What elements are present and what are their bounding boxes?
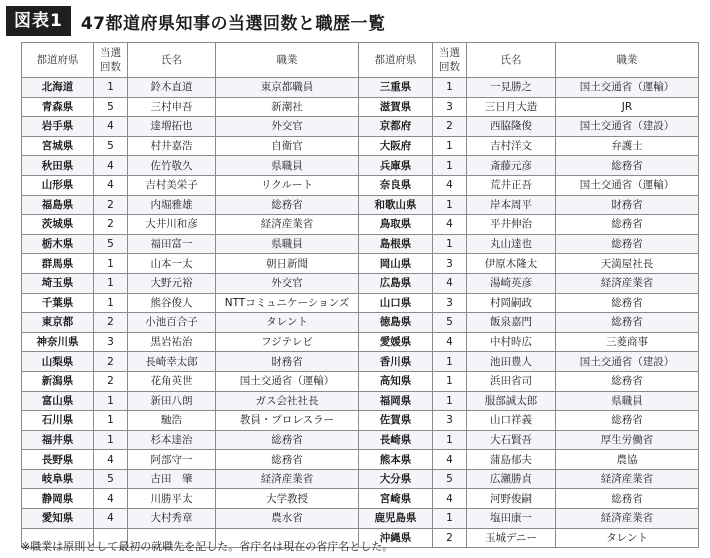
right-name-cell: 湯崎英彦 [467,273,556,293]
right-job-cell: 厚生労働省 [556,430,699,450]
right-count-cell: 4 [433,175,467,195]
right-job-cell: 国土交通省（建設） [556,117,699,137]
table-row [22,175,699,195]
left-count-cell: 4 [94,489,128,509]
right-pref-cell: 高知県 [359,371,433,391]
right-job-cell: 総務省 [556,215,699,235]
right-pref-cell: 宮崎県 [359,489,433,509]
left-job-cell: 教員・プロレスラー [216,411,359,431]
right-job-cell: 経済産業省 [556,509,699,529]
left-count-cell: 1 [94,293,128,313]
table-row [22,273,699,293]
left-name-cell: 新田八朗 [128,391,216,411]
left-job-cell: 総務省 [216,195,359,215]
left-job-cell: ガス会社社長 [216,391,359,411]
right-name-cell: 一見勝之 [467,78,556,98]
right-pref-cell: 兵庫県 [359,156,433,176]
right-job-cell: 総務省 [556,371,699,391]
left-count-cell: 2 [94,371,128,391]
left-job-cell: 総務省 [216,450,359,470]
table-row [22,195,699,215]
left-job-cell: 経済産業省 [216,469,359,489]
right-pref-cell: 大分県 [359,469,433,489]
left-count-cell: 2 [94,352,128,372]
left-pref-cell: 石川県 [22,411,94,431]
left-job-cell: 自衛官 [216,136,359,156]
left-pref-cell: 神奈川県 [22,332,94,352]
header-name-right: 氏名 [467,43,556,78]
left-count-cell: 1 [94,391,128,411]
right-job-cell: 総務省 [556,489,699,509]
right-pref-cell: 香川県 [359,352,433,372]
right-count-cell: 1 [433,78,467,98]
left-name-cell: 黒岩祐治 [128,332,216,352]
right-pref-cell: 大阪府 [359,136,433,156]
right-job-cell: 財務省 [556,195,699,215]
right-count-cell: 4 [433,489,467,509]
left-job-cell: 県職員 [216,234,359,254]
right-job-cell: 総務省 [556,234,699,254]
header-name-left: 氏名 [128,43,216,78]
left-pref-cell: 秋田県 [22,156,94,176]
right-job-cell: 県職員 [556,391,699,411]
left-job-cell: 朝日新聞 [216,254,359,274]
right-count-cell: 5 [433,469,467,489]
right-count-cell: 1 [433,430,467,450]
left-job-cell: 農水省 [216,509,359,529]
header-count-left [94,43,128,78]
figure-label: 図表1 [6,6,71,36]
left-name-cell: 佐竹敬久 [128,156,216,176]
left-count-cell: 5 [94,234,128,254]
table-row [22,156,699,176]
left-pref-cell: 北海道 [22,78,94,98]
right-pref-cell: 福岡県 [359,391,433,411]
right-pref-cell: 沖縄県 [359,528,433,548]
right-name-cell: 村岡嗣政 [467,293,556,313]
right-pref-cell: 広島県 [359,273,433,293]
left-job-cell: 大学教授 [216,489,359,509]
right-name-cell: 大石賢吾 [467,430,556,450]
right-job-cell: 総務省 [556,313,699,333]
right-name-cell: 中村時広 [467,332,556,352]
table-row [22,215,699,235]
left-pref-cell: 岐阜県 [22,469,94,489]
left-name-cell: 古田 肇 [128,469,216,489]
right-pref-cell: 鳥取県 [359,215,433,235]
left-job-cell: フジテレビ [216,332,359,352]
table-header-row [22,43,699,78]
right-pref-cell: 滋賀県 [359,97,433,117]
left-name-cell: 川勝平太 [128,489,216,509]
table-row [22,293,699,313]
table-row [22,136,699,156]
table-row [22,430,699,450]
right-name-cell: 丸山達也 [467,234,556,254]
left-count-cell: 5 [94,136,128,156]
left-count-cell: 2 [94,215,128,235]
right-count-cell: 1 [433,195,467,215]
right-name-cell: 河野俊嗣 [467,489,556,509]
left-pref-cell: 愛知県 [22,509,94,529]
left-pref-cell: 福島県 [22,195,94,215]
table-row [22,78,699,98]
right-name-cell: 山口祥義 [467,411,556,431]
left-count-cell: 2 [94,313,128,333]
left-pref-cell: 富山県 [22,391,94,411]
left-name-cell: 馳浩 [128,411,216,431]
left-count-cell: 4 [94,175,128,195]
left-job-cell: 東京都職員 [216,78,359,98]
right-job-cell: 国土交通省（運輸） [556,78,699,98]
right-job-cell: 農協 [556,450,699,470]
left-name-cell: 村井嘉浩 [128,136,216,156]
left-name-cell: 鈴木直道 [128,78,216,98]
left-name-cell: 内堀雅雄 [128,195,216,215]
right-pref-cell: 山口県 [359,293,433,313]
header-count-text: 当選 回数 [439,47,460,73]
left-count-cell: 3 [94,332,128,352]
table-row [22,450,699,470]
left-name-cell: 阿部守一 [128,450,216,470]
left-count-cell: 1 [94,430,128,450]
right-pref-cell: 愛媛県 [359,332,433,352]
left-name-cell: 大井川和彦 [128,215,216,235]
right-count-cell: 4 [433,332,467,352]
left-pref-cell: 群馬県 [22,254,94,274]
right-pref-cell: 三重県 [359,78,433,98]
left-count-cell: 4 [94,117,128,137]
right-name-cell: 浜田省司 [467,371,556,391]
right-name-cell: 吉村洋文 [467,136,556,156]
right-pref-cell: 岡山県 [359,254,433,274]
right-count-cell: 2 [433,528,467,548]
table-row [22,509,699,529]
right-pref-cell: 京都府 [359,117,433,137]
right-count-cell: 1 [433,371,467,391]
table-body [22,78,699,548]
left-pref-cell: 長野県 [22,450,94,470]
right-pref-cell: 熊本県 [359,450,433,470]
table-row [22,411,699,431]
table-row [22,97,699,117]
right-pref-cell: 佐賀県 [359,411,433,431]
left-count-cell: 5 [94,469,128,489]
left-name-cell: 花角英世 [128,371,216,391]
left-pref-cell: 福井県 [22,430,94,450]
right-pref-cell: 長崎県 [359,430,433,450]
table-row [22,117,699,137]
figure-title: 47都道府県知事の当選回数と職歴一覧 [80,13,386,34]
right-name-cell: 岸本周平 [467,195,556,215]
right-job-cell: タレント [556,528,699,548]
right-name-cell: 伊原木隆太 [467,254,556,274]
right-name-cell: 荒井正吾 [467,175,556,195]
right-count-cell: 4 [433,273,467,293]
right-job-cell: JR [556,97,699,117]
right-name-cell: 三日月大造 [467,97,556,117]
right-count-cell: 3 [433,411,467,431]
left-pref-cell: 新潟県 [22,371,94,391]
table-row [22,352,699,372]
left-job-cell: 財務省 [216,352,359,372]
header-pref-left: 都道府県 [22,43,94,78]
left-count-cell: 1 [94,273,128,293]
left-name-cell: 熊谷俊人 [128,293,216,313]
table-row [22,332,699,352]
right-job-cell: 国土交通省（運輸） [556,175,699,195]
right-job-cell: 天満屋社長 [556,254,699,274]
left-name-cell: 達増拓也 [128,117,216,137]
right-job-cell: 国土交通省（建設） [556,352,699,372]
left-name-cell: 長崎幸太郎 [128,352,216,372]
left-count-cell: 4 [94,450,128,470]
left-name-cell: 杉本達治 [128,430,216,450]
footnote: ※職業は原則として最初の就職先を記した。省庁名は現在の省庁名とした。 [21,540,394,553]
right-count-cell: 5 [433,313,467,333]
right-count-cell: 1 [433,234,467,254]
right-name-cell: 飯泉嘉門 [467,313,556,333]
right-job-cell: 経済産業省 [556,273,699,293]
left-job-cell: 経済産業省 [216,215,359,235]
header-count-right [433,43,467,78]
left-job-cell: 新潮社 [216,97,359,117]
right-pref-cell: 徳島県 [359,313,433,333]
right-name-cell: 斎藤元彦 [467,156,556,176]
left-name-cell: 福田富一 [128,234,216,254]
table-row [22,254,699,274]
left-job-cell: タレント [216,313,359,333]
right-count-cell: 3 [433,254,467,274]
right-job-cell: 総務省 [556,156,699,176]
left-pref-cell: 岩手県 [22,117,94,137]
left-job-cell: 総務省 [216,430,359,450]
right-job-cell: 総務省 [556,411,699,431]
table-row [22,391,699,411]
right-job-cell: 弁護士 [556,136,699,156]
right-count-cell: 3 [433,97,467,117]
left-pref-cell: 宮城県 [22,136,94,156]
left-count-cell: 1 [94,411,128,431]
right-pref-cell: 和歌山県 [359,195,433,215]
left-job-cell: 県職員 [216,156,359,176]
right-name-cell: 平井伸治 [467,215,556,235]
right-count-cell: 1 [433,509,467,529]
header-job-left: 職業 [216,43,359,78]
left-job-cell: 国土交通省（運輸） [216,371,359,391]
table-row [22,489,699,509]
left-pref-cell: 山梨県 [22,352,94,372]
left-pref-cell: 東京都 [22,313,94,333]
left-job-cell: 外交官 [216,117,359,137]
right-name-cell: 西脇隆俊 [467,117,556,137]
left-count-cell: 1 [94,254,128,274]
right-job-cell: 三菱商事 [556,332,699,352]
left-name-cell: 小池百合子 [128,313,216,333]
right-count-cell: 4 [433,215,467,235]
left-pref-cell: 静岡県 [22,489,94,509]
right-name-cell: 蒲島郁夫 [467,450,556,470]
left-job-cell: 外交官 [216,273,359,293]
governors-table [21,42,699,548]
right-name-cell: 塩田康一 [467,509,556,529]
left-pref-cell: 埼玉県 [22,273,94,293]
right-count-cell: 2 [433,117,467,137]
header-job-right: 職業 [556,43,699,78]
right-name-cell: 池田豊人 [467,352,556,372]
right-count-cell: 4 [433,450,467,470]
left-name-cell: 三村申吾 [128,97,216,117]
table-row [22,371,699,391]
left-job-cell: リクルート [216,175,359,195]
left-count-cell: 5 [94,97,128,117]
figure-header [6,6,386,36]
right-count-cell: 1 [433,136,467,156]
left-count-cell: 2 [94,195,128,215]
left-job-cell: NTTコミュニケーションズ [216,293,359,313]
left-pref-cell: 栃木県 [22,234,94,254]
right-pref-cell: 奈良県 [359,175,433,195]
right-name-cell: 広瀬勝貞 [467,469,556,489]
right-pref-cell: 島根県 [359,234,433,254]
right-name-cell: 服部誠太郎 [467,391,556,411]
left-name-cell: 大村秀章 [128,509,216,529]
table-row [22,313,699,333]
right-job-cell: 経済産業省 [556,469,699,489]
right-job-cell: 総務省 [556,293,699,313]
header-count-text: 当選 回数 [100,47,121,73]
header-pref-right: 都道府県 [359,43,433,78]
table-row [22,234,699,254]
left-count-cell: 1 [94,78,128,98]
left-count-cell: 4 [94,509,128,529]
right-pref-cell: 鹿児島県 [359,509,433,529]
left-pref-cell: 茨城県 [22,215,94,235]
left-name-cell: 吉村美栄子 [128,175,216,195]
table-row [22,469,699,489]
right-count-cell: 1 [433,391,467,411]
right-name-cell: 玉城デニー [467,528,556,548]
right-count-cell: 3 [433,293,467,313]
left-pref-cell: 山形県 [22,175,94,195]
left-pref-cell: 青森県 [22,97,94,117]
right-count-cell: 1 [433,352,467,372]
left-pref-cell: 千葉県 [22,293,94,313]
left-name-cell: 大野元裕 [128,273,216,293]
left-count-cell: 4 [94,156,128,176]
right-count-cell: 1 [433,156,467,176]
left-name-cell: 山本一太 [128,254,216,274]
